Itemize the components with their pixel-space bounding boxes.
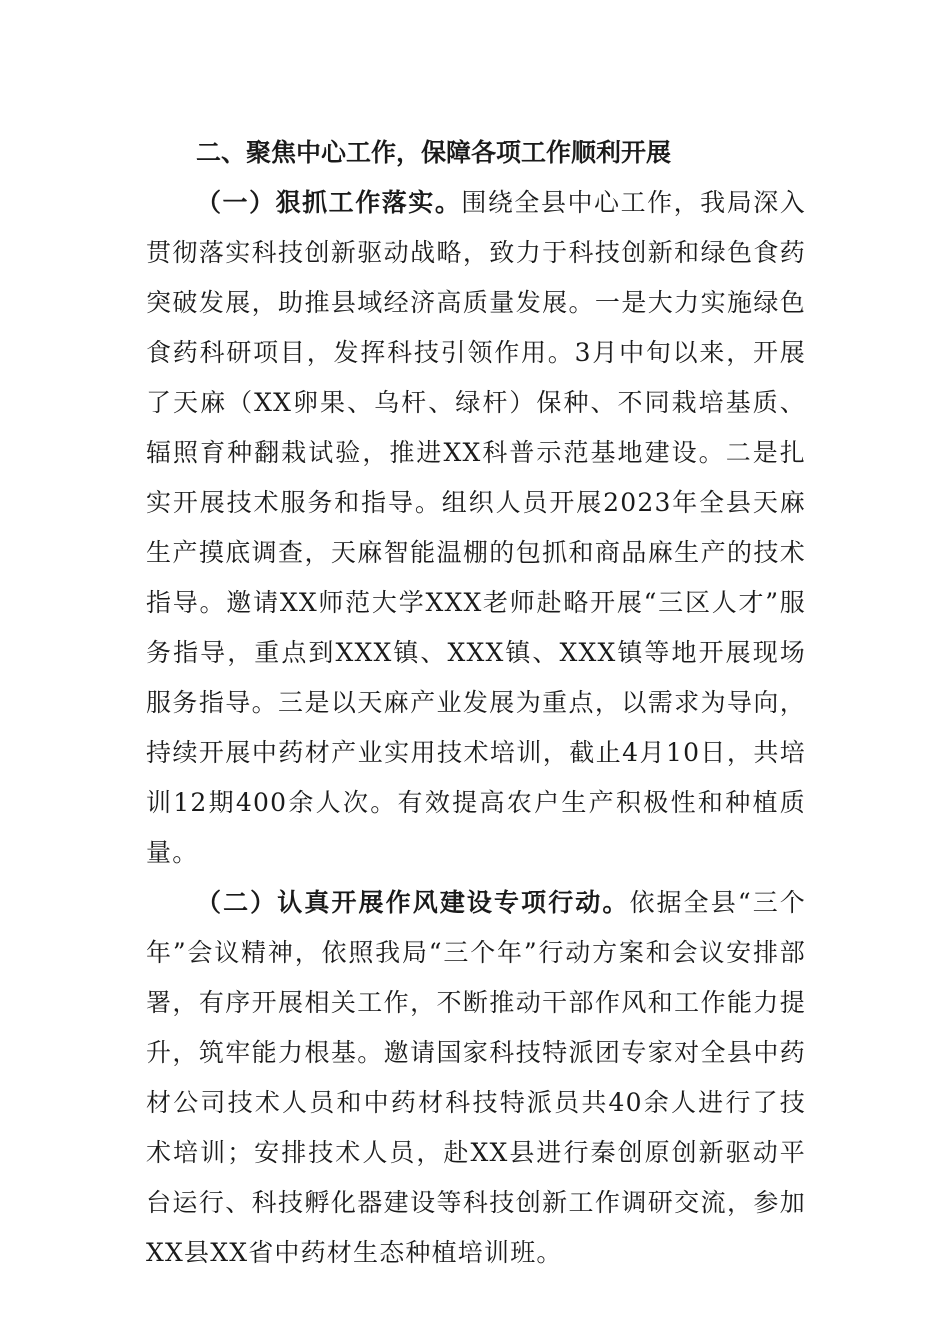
document-body — [146, 128, 806, 1278]
paragraph-2-body: 依据全县“三个年”会议精神，依照我局“三个年”行动方案和会议安排部署，有序开展相关工作，不断推动干部作风和工作能力提升，筑牢能力根基。邀请国家科技特派团专家对全县中药材公司技术人员和中药材科技特派员共40余人进行了技术培训；安排技术人员，赴XX县进行秦创原创新驱动平台运行、科技孵化器建设等科技创新工作调研交流，参加XX县XX省中药材生态种植培训班。 — [146, 888, 806, 1267]
paragraph-1 — [146, 178, 806, 878]
section-heading: 二、聚焦中心工作，保障各项工作顺利开展 — [196, 138, 672, 167]
paragraph-1-body: 围绕全县中心工作，我局深入贯彻落实科技创新驱动战略，致力于科技创新和绿色食药突破发展，助推县域经济高质量发展。一是大力实施绿色食药科研项目，发挥科技引领作用。3月中旬以来，开展了天麻（XX卵果、乌杆、绿杆）保种、不同栽培基质、辐照育种翻栽试验，推进XX科普示范基地建设。二是扎实开展技术服务和指导。组织人员开展2023年全县天麻生产摸底调查，天麻智能温棚的包抓和商品麻生产的技术指导。邀请XX师范大学XXX老师赴略开展“三区人才”服务指导，重点到XXX镇、XXX镇、XXX镇等地开展现场服务指导。三是以天麻产业发展为重点，以需求为导向，持续开展中药材产业实用技术培训，截止4月10日，共培训12期400余人次。有效提高农户生产积极性和种植质量。 — [146, 188, 806, 867]
paragraph-2 — [146, 878, 806, 1278]
paragraph-1-lead: （一）狠抓工作落实。 — [196, 188, 462, 217]
paragraph-2-lead: （二）认真开展作风建设专项行动。 — [196, 888, 630, 917]
